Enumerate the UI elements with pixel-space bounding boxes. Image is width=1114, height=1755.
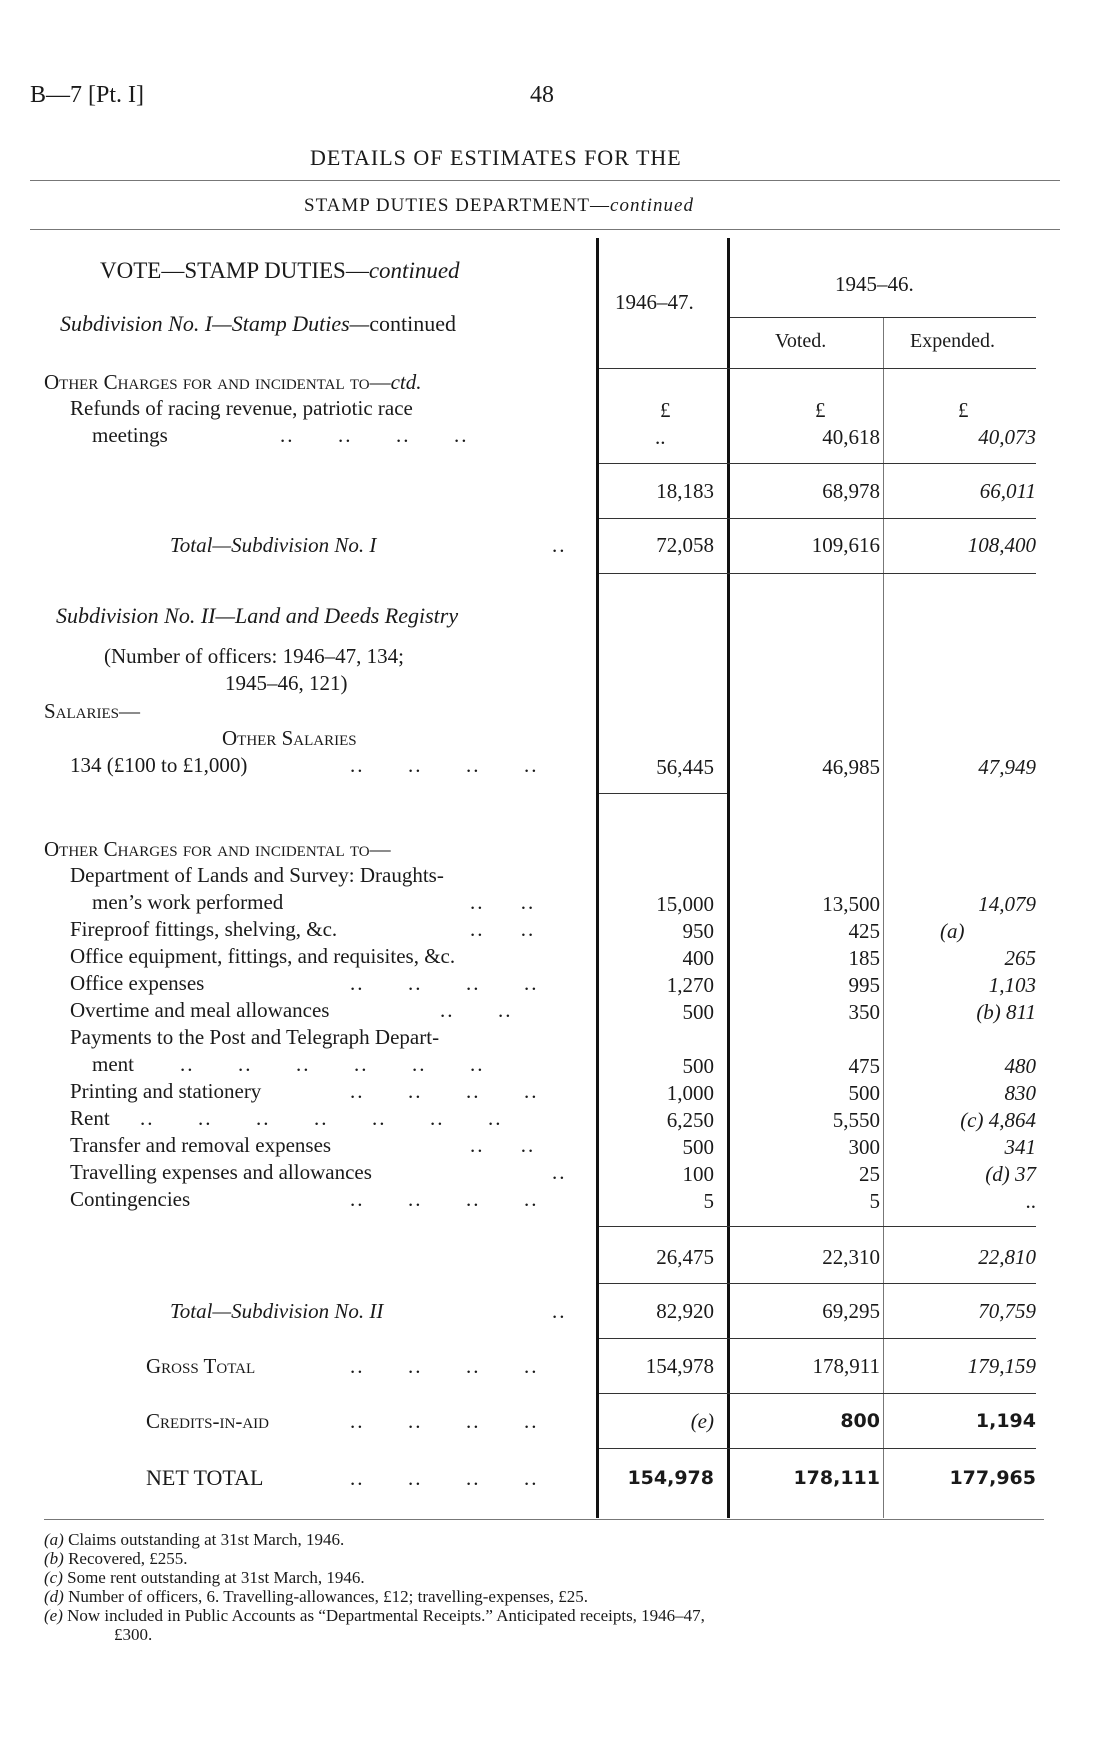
list-item-voted: 995: [848, 973, 880, 997]
list-item-voted: 5,550: [832, 1108, 880, 1132]
sec2-subtotal-voted: 22,310: [822, 1245, 880, 1269]
sec1-total-expended: 108,400: [967, 533, 1036, 557]
col-1946-header: 1946–47.: [615, 290, 694, 314]
officers-line2: 1945–46, 121): [225, 671, 348, 695]
sec1-subtotal-voted: 68,978: [822, 479, 880, 503]
page-ref: B—7 [Pt. I]: [30, 82, 144, 108]
list-item-label: ment: [92, 1052, 134, 1076]
refunds-1946: ..: [655, 425, 666, 449]
list-item-leader: .. .. .. ..: [350, 971, 539, 995]
net-total-voted: 178,111: [793, 1467, 880, 1489]
list-item-label: men’s work performed: [92, 890, 284, 914]
net-total-1946: 154,978: [627, 1467, 714, 1489]
page-subtitle: STAMP DUTIES DEPARTMENT—continued: [304, 195, 694, 216]
other-charges-heading: Other Charges for and incidental to—: [44, 837, 391, 861]
refunds-label-line1: Refunds of racing revenue, patriotic race: [70, 396, 413, 420]
column-rule-left: [596, 238, 599, 1518]
credits-leader: .. .. .. ..: [350, 1409, 539, 1433]
sec2-subtotal-1946: 26,475: [656, 1245, 714, 1269]
list-item-label: Office equipment, fittings, and requisites, &c.: [70, 944, 456, 968]
gross-total-label: Gross Total: [146, 1354, 256, 1378]
list-item-label: Printing and stationery: [70, 1079, 262, 1103]
list-item-1946: 500: [682, 1000, 714, 1024]
list-item-expended: ..: [1025, 1189, 1036, 1213]
sec2-total-leader: ..: [552, 1299, 567, 1323]
gross-total-expended: 179,159: [967, 1354, 1036, 1378]
page-number: 48: [530, 82, 554, 108]
gross-total-voted: 178,911: [812, 1354, 880, 1378]
salaries-voted: 46,985: [822, 755, 880, 779]
sec1-bottom-rule: [599, 573, 1036, 574]
gross-total-1946: 154,978: [645, 1354, 714, 1378]
list-item-expended: (b) 811: [976, 1000, 1036, 1024]
list-item-voted: 350: [848, 1000, 880, 1024]
sec2-total-rule: [599, 1283, 1036, 1284]
list-item-label: Transfer and removal expenses: [70, 1133, 332, 1157]
col-expended-header: Expended.: [910, 330, 995, 352]
pound-sign-1946: £: [660, 398, 671, 422]
list-item-label: Fireproof fittings, shelving, &c.: [70, 917, 338, 941]
sec2-subtotal-rule: [599, 1226, 1036, 1227]
salaries-heading: Salaries—: [44, 699, 141, 723]
net-total-label: NET TOTAL: [146, 1465, 264, 1490]
list-item-leader: .. ..: [470, 890, 536, 914]
vote-heading: VOTE—STAMP DUTIES—continued: [100, 258, 460, 283]
sec1-subtotal-1946: 18,183: [656, 479, 714, 503]
sec1-total-1946: 72,058: [656, 533, 714, 557]
subdivision-one-heading: Subdivision No. I—Stamp Duties—continued: [60, 311, 456, 336]
salaries-line: 134 (£100 to £1,000): [70, 753, 248, 777]
subtitle-rule: [30, 229, 1060, 230]
list-item-label: Rent: [70, 1106, 110, 1130]
sec2-total-expended: 70,759: [978, 1299, 1036, 1323]
sec1-total-voted: 109,616: [811, 533, 880, 557]
footnote: (b) Recovered, £255.: [44, 1549, 188, 1568]
list-item-voted: 5: [869, 1189, 880, 1213]
list-item-1946: 5: [703, 1189, 714, 1213]
list-item-1946: 15,000: [656, 892, 714, 916]
sec1-total-rule: [599, 518, 1036, 519]
refunds-leader: .. .. .. ..: [280, 423, 469, 447]
refunds-expended: 40,073: [978, 425, 1036, 449]
gross-total-leader: .. .. .. ..: [350, 1354, 539, 1378]
salaries-expended: 47,949: [978, 755, 1036, 779]
list-item-voted: 475: [848, 1054, 880, 1078]
net-total-rule: [599, 1448, 1036, 1449]
footnotes-rule: [44, 1519, 1044, 1520]
list-item-expended: 830: [1004, 1081, 1036, 1105]
salaries-rule: [599, 793, 727, 794]
list-item-1946: 6,250: [666, 1108, 714, 1132]
list-item-leader: .. .. .. .. .. .. ..: [140, 1106, 503, 1130]
list-item-1946: 500: [682, 1054, 714, 1078]
officers-line1: (Number of officers: 1946–47, 134;: [104, 644, 404, 668]
list-item-expended: (d) 37: [985, 1162, 1036, 1186]
list-item-expended: 480: [1004, 1054, 1036, 1078]
list-item-label: Travelling expenses and allowances: [70, 1160, 372, 1184]
salaries-1946: 56,445: [656, 755, 714, 779]
list-item-voted: 13,500: [822, 892, 880, 916]
list-item-1946: 1,000: [666, 1081, 714, 1105]
title-rule: [30, 180, 1060, 181]
col-1945-rule: [730, 317, 1036, 318]
list-item-voted: 185: [848, 946, 880, 970]
pound-sign-voted: £: [815, 398, 826, 422]
salaries-leader: .. .. .. ..: [350, 753, 539, 777]
list-item-expended: (a): [940, 919, 965, 943]
col-voted-header: Voted.: [775, 330, 827, 352]
sec1-total-label: Total—Subdivision No. I: [170, 533, 377, 557]
page-title: DETAILS OF ESTIMATES FOR THE: [310, 145, 682, 170]
list-item-expended: 14,079: [978, 892, 1036, 916]
list-item-label: Payments to the Post and Telegraph Depart-: [70, 1025, 440, 1049]
subdivision-two-heading: Subdivision No. II—Land and Deeds Registry: [56, 603, 459, 628]
sec2-total-label: Total—Subdivision No. II: [170, 1299, 384, 1323]
pound-sign-expended: £: [958, 398, 969, 422]
list-item-leader: .. ..: [470, 917, 536, 941]
credits-expended: 1,194: [975, 1410, 1036, 1432]
list-item-expended: 341: [1004, 1135, 1036, 1159]
header-bottom-rule: [599, 368, 1036, 369]
list-item-leader: .. ..: [470, 1133, 536, 1157]
list-item-1946: 500: [682, 1135, 714, 1159]
gross-total-rule: [599, 1338, 1036, 1339]
list-item-label: Department of Lands and Survey: Draughts-: [70, 863, 444, 887]
other-charges-ctd-heading: Other Charges for and incidental to—ctd.: [44, 370, 422, 394]
list-item-1946: 950: [682, 919, 714, 943]
credits-voted: 800: [840, 1410, 880, 1432]
list-item-voted: 425: [848, 919, 880, 943]
sec2-total-1946: 82,920: [656, 1299, 714, 1323]
list-item-expended: 1,103: [988, 973, 1036, 997]
sec1-total-leader: ..: [552, 533, 567, 557]
sec1-subtotal-rule: [599, 463, 1036, 464]
credits-rule: [599, 1393, 1036, 1394]
list-item-label: Contingencies: [70, 1187, 191, 1211]
net-total-leader: .. .. .. ..: [350, 1466, 539, 1490]
list-item-leader: .. .. .. ..: [350, 1079, 539, 1103]
list-item-leader: .. ..: [440, 998, 513, 1022]
list-item-label: Office expenses: [70, 971, 205, 995]
list-item-leader: .. .. .. .. .. ..: [180, 1052, 485, 1076]
refunds-voted: 40,618: [822, 425, 880, 449]
list-item-1946: 1,270: [666, 973, 714, 997]
credits-in-aid-label: Credits-in-aid: [146, 1409, 269, 1433]
list-item-leader: .. .. .. ..: [350, 1187, 539, 1211]
footnote: £300.: [114, 1625, 153, 1644]
list-item-expended: (c) 4,864: [960, 1108, 1036, 1132]
other-salaries-heading: Other Salaries: [222, 726, 357, 750]
list-item-expended: 265: [1004, 946, 1036, 970]
list-item-1946: 400: [682, 946, 714, 970]
refunds-label-line2: meetings: [92, 423, 168, 447]
list-item-leader: ..: [552, 1160, 567, 1184]
sec2-subtotal-expended: 22,810: [978, 1245, 1036, 1269]
list-item-label: Overtime and meal allowances: [70, 998, 330, 1022]
sec2-total-voted: 69,295: [822, 1299, 880, 1323]
footnote: (a) Claims outstanding at 31st March, 1946.: [44, 1530, 345, 1549]
footnote: (e) Now included in Public Accounts as “Departmental Receipts.” Anticipated receipts, 1946–47,: [44, 1606, 705, 1625]
footnote: (c) Some rent outstanding at 31st March, 1946.: [44, 1568, 365, 1587]
list-item-voted: 500: [848, 1081, 880, 1105]
col-1945-header: 1945–46.: [835, 272, 914, 296]
list-item-1946: 100: [682, 1162, 714, 1186]
credits-1946: (e): [690, 1409, 714, 1433]
net-total-expended: 177,965: [949, 1467, 1036, 1489]
list-item-voted: 300: [848, 1135, 880, 1159]
sec1-subtotal-expended: 66,011: [979, 479, 1036, 503]
footnote: (d) Number of officers, 6. Travelling-allowances, £12; travelling-expenses, £25.: [44, 1587, 589, 1606]
list-item-voted: 25: [859, 1162, 880, 1186]
